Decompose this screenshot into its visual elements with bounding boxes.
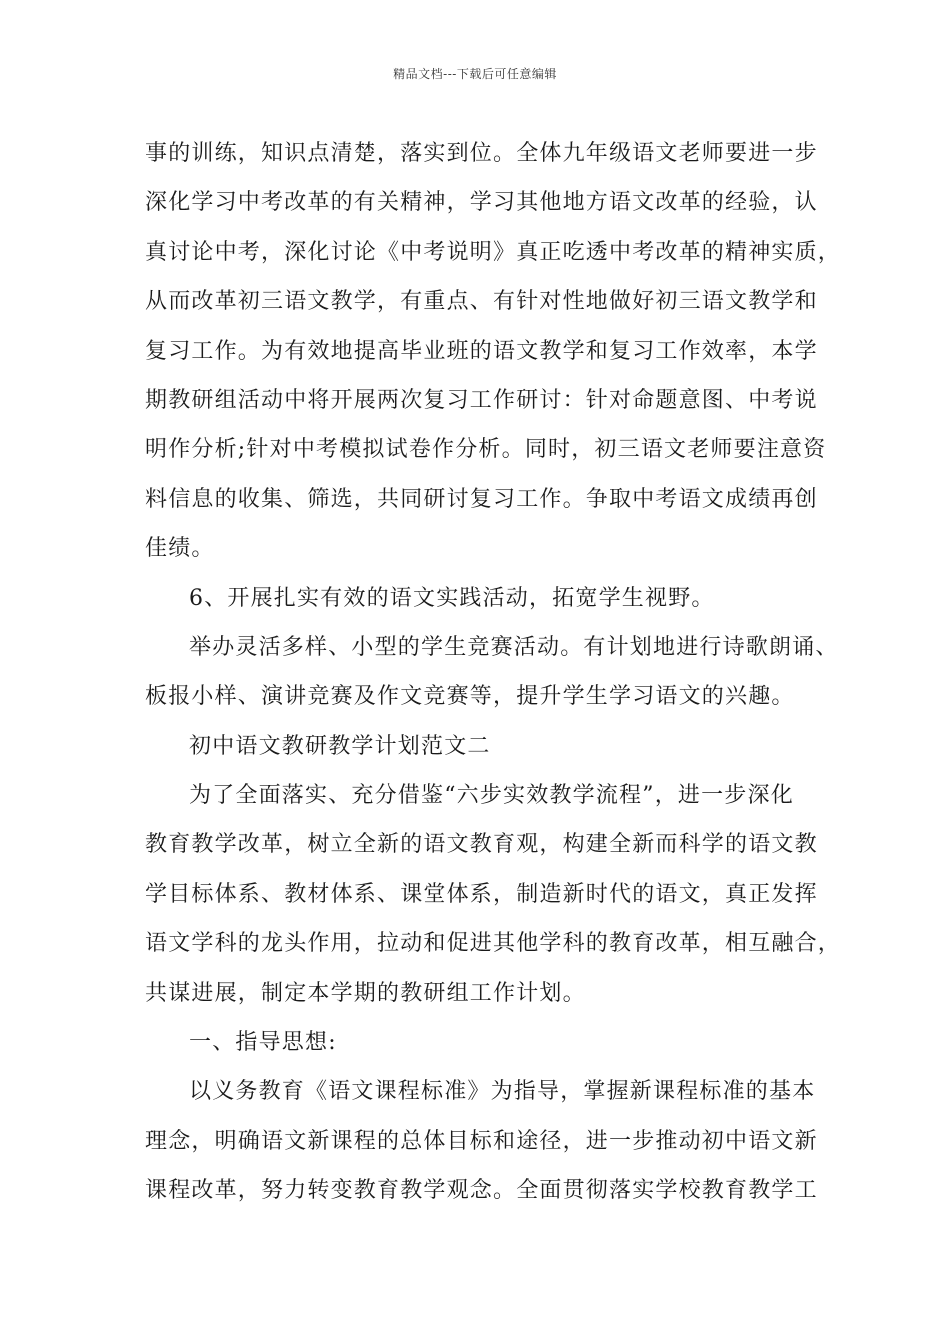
text-line: 事的训练，知识点清楚，落实到位。全体九年级语文老师要进一步 — [145, 141, 818, 166]
text-line: 深化学习中考改革的有关精神，学习其他地方语文改革的经验，认 — [145, 190, 818, 216]
text-line: 课程改革，努力转变教育教学观念。全面贯彻落实学校教育教学工 — [145, 1178, 818, 1204]
text-line: 学目标体系、教材体系、课堂体系，制造新时代的语文，真正发挥 — [145, 881, 818, 907]
text-line: 复习工作。为有效地提高毕业班的语文教学和复习工作效率，本学 — [145, 338, 818, 364]
article-title: 初中语文教研教学计划范文二 — [189, 733, 491, 759]
text-line: 举办灵活多样、小型的学生竞赛活动。有计划地进行诗歌朗诵、 — [189, 634, 839, 660]
text-line: 真讨论中考，深化讨论《中考说明》真正吃透中考改革的精神实质， — [145, 239, 842, 265]
text-line: 料信息的收集、筛选，共同研讨复习工作。争取中考语文成绩再创 — [145, 486, 818, 512]
text-line: 教育教学改革，树立全新的语文教育观，构建全新而科学的语文教 — [145, 832, 818, 858]
text-line: 明作分析;针对中考模拟试卷作分析。同时，初三语文老师要注意资 — [145, 437, 827, 463]
text-line: 以义务教育《语文课程标准》为指导，掌握新课程标准的基本 — [189, 1079, 816, 1105]
text-line: 期教研组活动中将开展两次复习工作研讨：针对命题意图、中考说 — [145, 387, 818, 413]
page-header: 精品文档---下载后可任意编辑 — [393, 67, 557, 81]
section-heading-6: 6、开展扎实有效的语文实践活动，拓宽学生视野。 — [189, 585, 715, 611]
document-body — [145, 129, 842, 1216]
text-line: 佳绩。 — [145, 536, 215, 562]
text-line: 共谋进展，制定本学期的教研组工作计划。 — [145, 980, 586, 1006]
text-line: 板报小样、演讲竞赛及作文竞赛等，提升学生学习语文的兴趣。 — [145, 684, 795, 710]
text-line: 从而改革初三语文教学，有重点、有针对性地做好初三语文教学和 — [145, 289, 818, 315]
section-heading-guiding-thought: 一、指导思想: — [189, 1030, 337, 1056]
text-line: 语文学科的龙头作用，拉动和促进其他学科的教育改革，相互融合， — [145, 931, 842, 957]
text-line: 理念，明确语文新课程的总体目标和途径，进一步推动初中语文新 — [145, 1128, 818, 1154]
text-line: 为了全面落实、充分借鉴“六步实效教学流程”，进一步深化 — [189, 783, 794, 809]
